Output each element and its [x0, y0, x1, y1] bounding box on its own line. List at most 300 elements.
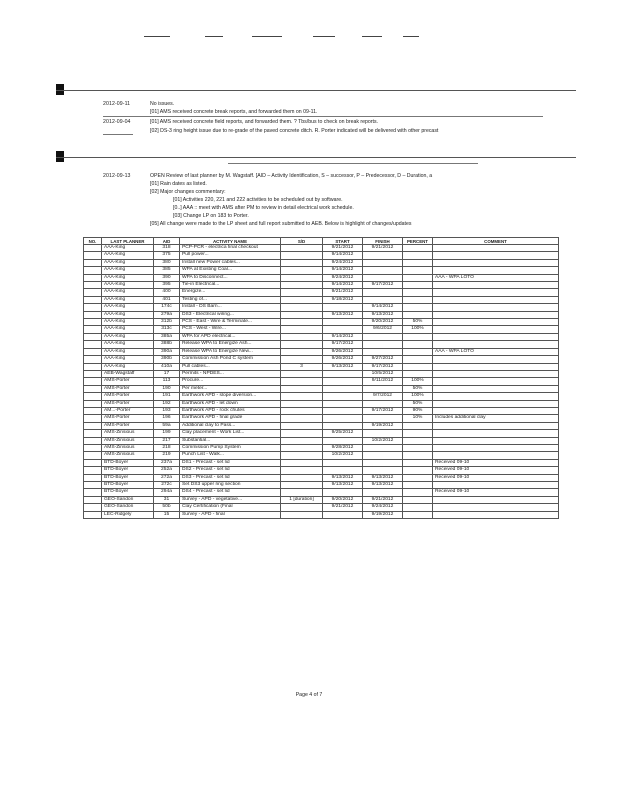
table-cell — [323, 400, 363, 407]
table-cell: 113 — [154, 378, 180, 385]
table-cell — [281, 341, 323, 348]
table-row — [84, 333, 559, 340]
table-cell — [281, 474, 323, 481]
table-row — [84, 489, 559, 496]
table-cell — [433, 452, 559, 459]
table-cell — [84, 504, 102, 511]
page-footer: Page 4 of 7 — [295, 692, 323, 698]
table-cell — [403, 370, 433, 377]
table-cell — [84, 370, 102, 377]
header-dash — [144, 36, 170, 37]
table-cell — [84, 252, 102, 259]
table-cell: DS4 - Precast - set lid — [180, 489, 281, 496]
table-row — [84, 400, 559, 407]
table-row — [84, 385, 559, 392]
table-cell — [323, 437, 363, 444]
table-cell: 9/18/2012 — [323, 296, 363, 303]
table-cell — [84, 444, 102, 451]
table-cell: 174c — [154, 304, 180, 311]
table-cell — [281, 296, 323, 303]
table-cell — [433, 282, 559, 289]
table-cell: 100% — [403, 393, 433, 400]
table-cell — [433, 511, 559, 518]
table-cell: 9/20/2012 — [323, 496, 363, 503]
table-cell: BTD-Boyer — [102, 474, 154, 481]
table-cell: 10/5/2012 — [363, 370, 403, 377]
table-cell — [433, 245, 559, 252]
entry-text: OPEN Review of last planner by M. Wagstaff. [AID – Activity Identification, S – successor, P – Predecessor, D – Duration, a — [150, 173, 433, 179]
table-cell: 252a — [154, 467, 180, 474]
column-header: S/D — [281, 238, 323, 245]
table-cell: 390 — [154, 274, 180, 281]
table-cell: 50% — [403, 400, 433, 407]
table-cell — [281, 422, 323, 429]
table-row — [84, 348, 559, 355]
table-cell — [433, 319, 559, 326]
table-cell: LEC-Ridgely — [102, 511, 154, 518]
table-cell — [84, 496, 102, 503]
table-cell: 191 — [154, 393, 180, 400]
table-cell — [433, 496, 559, 503]
table-cell — [433, 304, 559, 311]
table-cell — [323, 393, 363, 400]
table-cell — [433, 393, 559, 400]
table-cell: Earthwork APD - let down — [180, 400, 281, 407]
table-cell — [281, 407, 323, 414]
table-row — [84, 304, 559, 311]
table-cell — [363, 459, 403, 466]
entry-text: [01] AMS received concrete break reports, and forwarded them on 09-11. — [150, 109, 318, 115]
column-header: START — [323, 238, 363, 245]
table-cell — [84, 489, 102, 496]
table-cell: 9/19/2012 — [363, 511, 403, 518]
table-cell: 9/13/2012 — [323, 482, 363, 489]
table-cell — [84, 348, 102, 355]
table-cell — [281, 304, 323, 311]
table-cell — [403, 467, 433, 474]
entry-text: [02] DS-3 ring height issue due to re-grade of the paved concrete ditch. R. Porter indicated will be delivered with other precast — [150, 128, 439, 134]
table-cell — [433, 370, 559, 377]
table-cell: 9/17/2012 — [363, 363, 403, 370]
entry-date: 2012-09-04 — [103, 119, 131, 125]
table-cell: 219 — [154, 452, 180, 459]
table-cell — [323, 370, 363, 377]
table-cell: 313c — [154, 326, 180, 333]
table-cell — [84, 474, 102, 481]
table-cell — [403, 259, 433, 266]
table-row — [84, 415, 559, 422]
table-cell — [323, 407, 363, 414]
table-cell: AAA-King — [102, 311, 154, 318]
table-cell: AAA-King — [102, 289, 154, 296]
table-cell — [281, 459, 323, 466]
table-cell — [281, 504, 323, 511]
table-cell: 9/21/2012 — [323, 245, 363, 252]
table-cell — [281, 259, 323, 266]
table-cell — [433, 341, 559, 348]
table-cell: 375 — [154, 252, 180, 259]
table-cell: Earthwork APD - rock chutes — [180, 407, 281, 414]
table-cell — [84, 511, 102, 518]
table-row — [84, 370, 559, 377]
table-cell — [323, 459, 363, 466]
table-cell: Earthwork APD - slope diversion... — [180, 393, 281, 400]
table-cell: 192 — [154, 400, 180, 407]
table-cell — [403, 459, 433, 466]
table-cell — [433, 407, 559, 414]
table-cell: 50% — [403, 319, 433, 326]
table-cell — [281, 511, 323, 518]
table-cell: 380 — [154, 259, 180, 266]
table-cell — [403, 274, 433, 281]
table-cell: AAA-King — [102, 356, 154, 363]
table-cell — [363, 385, 403, 392]
table-cell: 9/14/2012 — [323, 267, 363, 274]
table-cell: 9/21/2012 — [323, 289, 363, 296]
table-cell: 318 — [154, 245, 180, 252]
table-cell: 9/13/2012 — [323, 363, 363, 370]
entry-date: 2012-09-11 — [103, 101, 131, 107]
table-row — [84, 444, 559, 451]
table-cell: 9/24/2012 — [363, 504, 403, 511]
table-cell — [363, 430, 403, 437]
table-cell: 9/17/2012 — [363, 282, 403, 289]
table-cell: AMS-Porter — [102, 415, 154, 422]
table-cell — [363, 333, 403, 340]
table-cell — [363, 415, 403, 422]
table-cell: 9/26/2012 — [323, 356, 363, 363]
table-cell: 400 — [154, 289, 180, 296]
table-cell: 31 — [154, 496, 180, 503]
table-cell: Received 09-10 — [433, 459, 559, 466]
header-dash — [362, 36, 382, 37]
table-cell — [84, 422, 102, 429]
entry-date: 2012-09-13 — [103, 173, 131, 179]
table-cell: Pull cables... — [180, 363, 281, 370]
table-cell — [403, 422, 433, 429]
table-cell — [84, 289, 102, 296]
table-cell — [281, 415, 323, 422]
table-cell — [403, 452, 433, 459]
table-row — [84, 504, 559, 511]
table-row — [84, 437, 559, 444]
table-cell — [281, 348, 323, 355]
table-row — [84, 430, 559, 437]
table-cell: 237a — [154, 459, 180, 466]
table-cell — [281, 482, 323, 489]
table-cell: 217 — [154, 437, 180, 444]
table-cell — [84, 385, 102, 392]
table-cell: 3 — [281, 363, 323, 370]
entry-text: [01] AMS received concrete field reports, and forwarded them. ? Tbs/bus to check on break reports. — [150, 119, 378, 125]
header-dash — [403, 36, 419, 37]
table-row — [84, 252, 559, 259]
table-cell: 272c — [154, 482, 180, 489]
entry-text: [01] Activities 220, 221 and 222 activities to be scheduled out by software. — [173, 197, 343, 203]
table-cell: 9/27/2012 — [363, 356, 403, 363]
table-cell — [323, 415, 363, 422]
table-cell — [433, 482, 559, 489]
table-cell: BTD-Boyer — [102, 482, 154, 489]
table-cell: Energize... — [180, 289, 281, 296]
table-cell: AAA-King — [102, 282, 154, 289]
table-cell: DS3 - Electrical wiring... — [180, 311, 281, 318]
table-cell — [403, 341, 433, 348]
table-row — [84, 259, 559, 266]
table-cell: AAA-King — [102, 348, 154, 355]
table-cell — [84, 304, 102, 311]
table-cell: AMS-Zinsious — [102, 444, 154, 451]
table-cell — [323, 326, 363, 333]
table-cell: PCP-PCR - electrica final checkout — [180, 245, 281, 252]
table-cell — [403, 504, 433, 511]
table-row — [84, 496, 559, 503]
table-cell — [84, 341, 102, 348]
table-cell — [84, 311, 102, 318]
table-cell — [433, 311, 559, 318]
table-cell — [403, 430, 433, 437]
table-cell — [433, 378, 559, 385]
table-cell: 50b — [154, 504, 180, 511]
table-cell — [281, 370, 323, 377]
table-cell: 294a — [154, 489, 180, 496]
table-cell: Permits - NPDES... — [180, 370, 281, 377]
table-cell: PCS - West - Wire... — [180, 326, 281, 333]
entry-text: [03] Change LP on 183 to Porter. — [173, 213, 249, 219]
table-cell: 190 — [154, 385, 180, 392]
entry-text: No issues. — [150, 101, 175, 107]
table-cell — [281, 393, 323, 400]
table-cell — [433, 252, 559, 259]
column-header: NO. — [84, 238, 102, 245]
table-cell: 272a — [154, 474, 180, 481]
entry-divider — [103, 116, 543, 117]
column-header: AID — [154, 238, 180, 245]
table-cell — [84, 267, 102, 274]
entry-divider — [103, 134, 133, 135]
table-row — [84, 267, 559, 274]
table-row — [84, 341, 559, 348]
table-cell — [403, 296, 433, 303]
table-cell — [403, 282, 433, 289]
table-row — [84, 511, 559, 518]
table-cell — [433, 333, 559, 340]
table-cell: 9/13/2012 — [363, 474, 403, 481]
table-cell — [281, 356, 323, 363]
table-cell — [281, 489, 323, 496]
table-cell — [84, 259, 102, 266]
table-cell: 50% — [403, 385, 433, 392]
table-cell — [403, 356, 433, 363]
table-cell — [403, 444, 433, 451]
table-cell: WPA at Existing Coal... — [180, 267, 281, 274]
table-cell — [433, 289, 559, 296]
table-cell — [403, 474, 433, 481]
table-cell — [281, 437, 323, 444]
table-cell: 9/19/2012 — [363, 422, 403, 429]
table-cell: 9/25/2012 — [323, 430, 363, 437]
table-cell: DS2 - Precast - set lid — [180, 467, 281, 474]
table-cell — [403, 289, 433, 296]
table-cell — [281, 267, 323, 274]
table-cell — [84, 467, 102, 474]
table-cell: AAA-King — [102, 245, 154, 252]
table-cell: Set DS3 upper ring section — [180, 482, 281, 489]
table-cell: 9/17/2012 — [363, 407, 403, 414]
table-cell — [363, 296, 403, 303]
table-cell — [84, 333, 102, 340]
table-cell: 410a — [154, 363, 180, 370]
table-cell: PCS - East - Wire & Terminate... — [180, 319, 281, 326]
table-cell: Tie-in Electrical... — [180, 282, 281, 289]
entry-text: [0..] AAA :: meet with AMS after PM to review in detail electrical work schedule. — [173, 205, 354, 211]
table-cell — [323, 304, 363, 311]
table-cell: 9/21/2012 — [363, 245, 403, 252]
table-cell: Received 09-10 — [433, 489, 559, 496]
table-row — [84, 474, 559, 481]
table-cell — [363, 252, 403, 259]
table-cell: 15 — [154, 511, 180, 518]
table-cell: 9/26/2012 — [323, 348, 363, 355]
table-cell: AAA-King — [102, 259, 154, 266]
table-cell — [403, 496, 433, 503]
entry-text: [02] Major changes commentary: — [150, 189, 226, 195]
table-row — [84, 363, 559, 370]
table-cell — [84, 245, 102, 252]
table-cell — [403, 511, 433, 518]
table-row — [84, 282, 559, 289]
table-cell: AAA-King — [102, 274, 154, 281]
table-cell: Received 09-10 — [433, 474, 559, 481]
table-cell: AEB-Wagstaff — [102, 370, 154, 377]
table-cell — [84, 400, 102, 407]
entry-text: [01] Rain dates as listed. — [150, 181, 207, 187]
table-cell — [84, 319, 102, 326]
table-cell: GEO-Sandon — [102, 496, 154, 503]
table-cell: DS3 - Precast - set lid — [180, 474, 281, 481]
table-cell — [363, 259, 403, 266]
header-dash — [205, 36, 223, 37]
table-cell — [363, 452, 403, 459]
table-cell: Install new Power cables... — [180, 259, 281, 266]
table-cell — [281, 289, 323, 296]
table-cell: 9/14/2012 — [323, 333, 363, 340]
table-cell — [323, 489, 363, 496]
table-cell — [84, 437, 102, 444]
table-cell — [84, 459, 102, 466]
table-cell — [281, 319, 323, 326]
table-cell — [281, 282, 323, 289]
table-cell — [363, 267, 403, 274]
table-cell — [84, 407, 102, 414]
table-cell: Received 09-10 — [433, 467, 559, 474]
table-cell — [84, 356, 102, 363]
table-cell: 199 — [154, 430, 180, 437]
column-header: PERCENT — [403, 238, 433, 245]
table-cell: 395 — [154, 282, 180, 289]
table-cell: Includes additional clay — [433, 415, 559, 422]
table-cell: BTD-Boyer — [102, 489, 154, 496]
table-cell — [84, 282, 102, 289]
table-cell: 9/14/2012 — [323, 252, 363, 259]
table-cell — [433, 444, 559, 451]
table-cell: Earthwork APD - final grade — [180, 415, 281, 422]
table-row — [84, 319, 559, 326]
table-cell — [403, 311, 433, 318]
table-cell — [84, 430, 102, 437]
table-cell: AAA-King — [102, 296, 154, 303]
table-cell: Release WPA to Energize New... — [180, 348, 281, 355]
table-cell: 9/17/2012 — [323, 341, 363, 348]
table-cell: 9/28/2012 — [323, 444, 363, 451]
table-cell — [84, 482, 102, 489]
table-cell — [403, 482, 433, 489]
table-cell — [403, 304, 433, 311]
table-cell: 9/13/2012 — [323, 474, 363, 481]
table-cell: 9/21/2012 — [363, 496, 403, 503]
table-cell — [433, 422, 559, 429]
table-cell: Clay placement - Work List... — [180, 430, 281, 437]
table-row — [84, 326, 559, 333]
table-cell: AMS-Zinsious — [102, 437, 154, 444]
table-cell: AAA-King — [102, 252, 154, 259]
section-rule — [56, 90, 576, 91]
table-cell: AAA-King — [102, 267, 154, 274]
table-cell — [323, 422, 363, 429]
column-header: LAST PLANNER — [102, 238, 154, 245]
table-cell: 218 — [154, 444, 180, 451]
table-cell: 9/7/2012 — [363, 393, 403, 400]
table-cell: Procure... — [180, 378, 281, 385]
table-cell: Testing of... — [180, 296, 281, 303]
table-cell: GEO-Sandon — [102, 504, 154, 511]
table-cell — [363, 400, 403, 407]
table-cell — [363, 348, 403, 355]
table-cell — [281, 378, 323, 385]
table-row — [84, 482, 559, 489]
header-dash — [252, 36, 282, 37]
table-cell: Substantial... — [180, 437, 281, 444]
table-cell — [433, 259, 559, 266]
table-cell — [281, 444, 323, 451]
table-cell — [433, 356, 559, 363]
table-cell: AAA - WPA LOTO — [433, 274, 559, 281]
table-header-row — [84, 238, 559, 245]
table-cell: 196 — [154, 415, 180, 422]
table-cell — [403, 363, 433, 370]
table-cell: AAA-King — [102, 363, 154, 370]
entry-divider — [228, 163, 478, 164]
table-cell — [433, 430, 559, 437]
table-cell: 10/2/2012 — [363, 437, 403, 444]
table-cell: 9/20/2012 — [363, 319, 403, 326]
table-cell — [84, 274, 102, 281]
table-row — [84, 407, 559, 414]
table-cell: 9/13/2012 — [363, 311, 403, 318]
table-cell — [363, 274, 403, 281]
table-cell — [433, 296, 559, 303]
schedule-table — [83, 237, 559, 519]
table-cell — [281, 333, 323, 340]
table-cell: Survey - APD - vegetative... — [180, 496, 281, 503]
table-cell: 9/24/2012 — [323, 274, 363, 281]
table-row — [84, 274, 559, 281]
table-cell — [403, 437, 433, 444]
table-row — [84, 356, 559, 363]
table-row — [84, 422, 559, 429]
table-cell: 385 — [154, 267, 180, 274]
table-cell — [433, 267, 559, 274]
